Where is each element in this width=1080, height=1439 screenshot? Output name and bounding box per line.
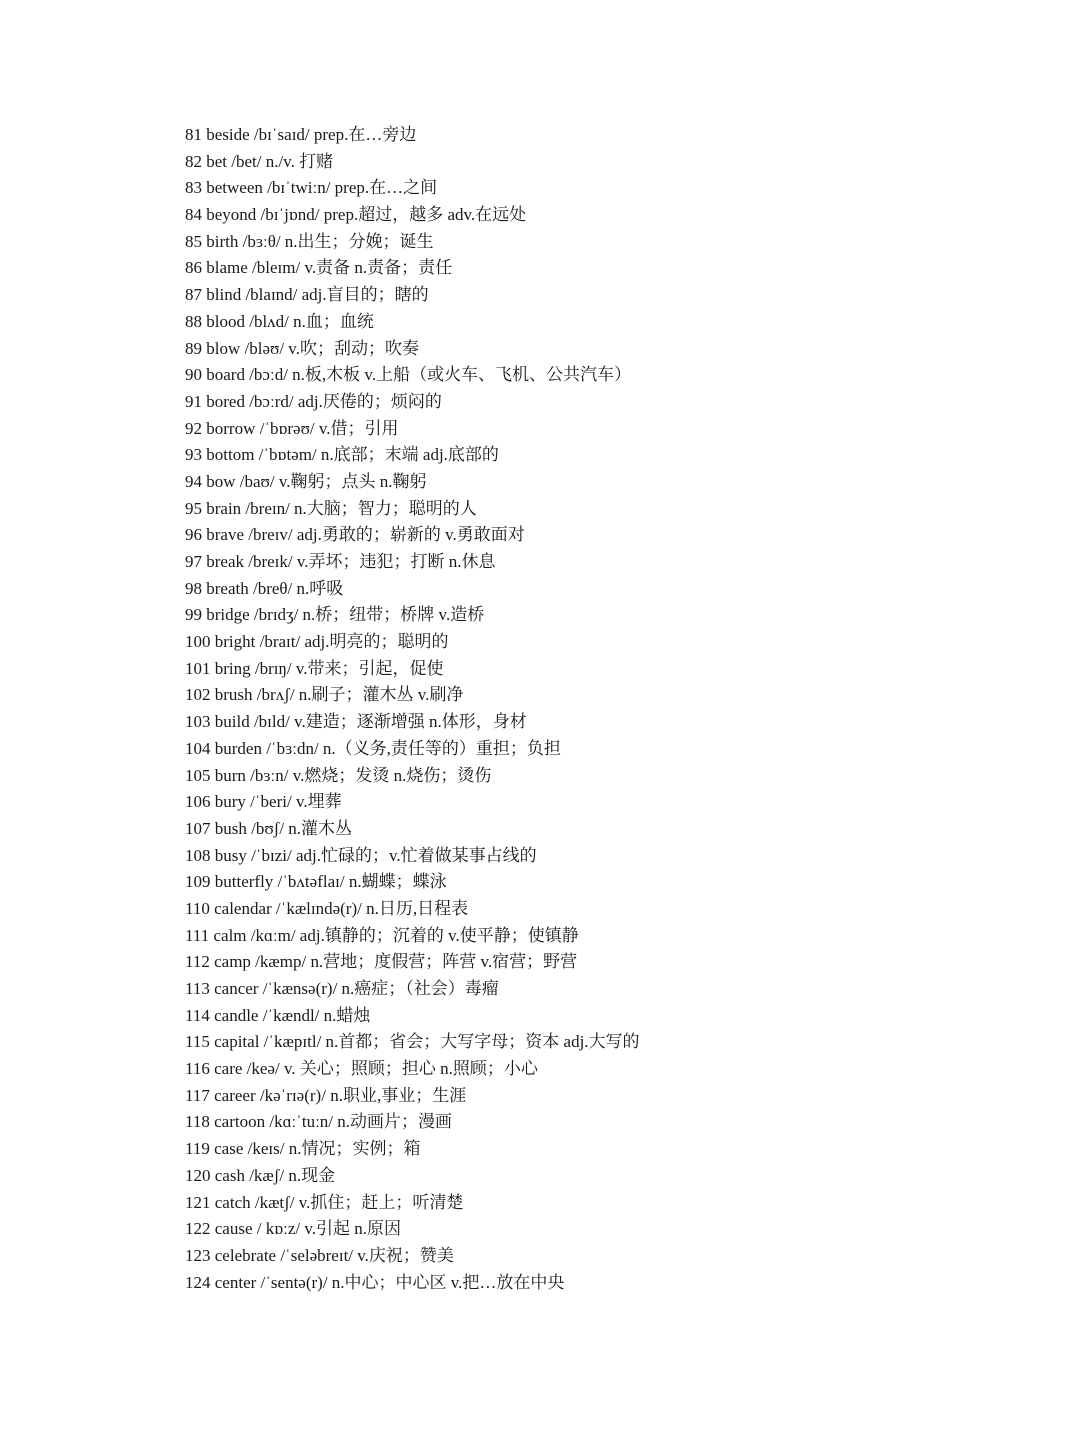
- vocab-entry: 124 center /ˈsentə(r)/ n.中心；中心区 v.把…放在中央: [185, 1272, 565, 1292]
- vocab-entry: 121 catch /kætʃ/ v.抓住；赶上；听清楚: [185, 1192, 464, 1212]
- vocab-entry: 123 celebrate /ˈseləbreɪt/ v.庆祝；赞美: [185, 1245, 454, 1265]
- vocab-entry: 100 bright /braɪt/ adj.明亮的；聪明的: [185, 632, 449, 652]
- vocab-entry: 118 cartoon /kɑːˈtuːn/ n.动画片；漫画: [185, 1112, 453, 1132]
- vocab-entry: 108 busy /ˈbɪzi/ adj.忙碌的；v.忙着做某事占线的: [185, 845, 537, 865]
- vocab-entry: 81 beside /bɪˈsaɪd/ prep.在…旁边: [185, 125, 417, 144]
- vocab-entry: 102 brush /brʌʃ/ n.刷子；灌木丛 v.刷净: [185, 685, 464, 705]
- vocab-entry: 86 blame /bleɪm/ v.责备 n.责备；责任: [185, 258, 453, 278]
- vocab-entry: 104 burden /ˈbɜːdn/ n.（义务,责任等的）重担；负担: [185, 738, 561, 758]
- vocab-entry: 111 calm /kɑːm/ adj.镇静的；沉着的 v.使平静；使镇静: [185, 925, 579, 945]
- vocab-entry: 90 board /bɔːd/ n.板,木板 v.上船（或火车、飞机、公共汽车）: [185, 365, 632, 385]
- vocab-entry: 91 bored /bɔːrd/ adj.厌倦的；烦闷的: [185, 391, 442, 411]
- vocab-entry: 84 beyond /bɪˈjɒnd/ prep.超过，越多 adv.在远处: [185, 205, 527, 225]
- vocab-entry: 93 bottom /ˈbɒtəm/ n.底部；末端 adj.底部的: [185, 445, 499, 465]
- vocab-entry: 114 candle /ˈkændl/ n.蜡烛: [185, 1005, 371, 1025]
- vocab-entry: 97 break /breɪk/ v.弄坏；违犯；打断 n.休息: [185, 552, 496, 571]
- vocab-entry: 103 build /bɪld/ v.建造；逐渐增强 n.体形，身材: [185, 712, 527, 732]
- vocab-entry: 119 case /keɪs/ n.情况；实例；箱: [185, 1139, 421, 1159]
- vocab-entry: 116 care /keə/ v. 关心；照顾；担心 n.照顾；小心: [185, 1059, 538, 1079]
- vocab-entry: 113 cancer /ˈkænsə(r)/ n.癌症；（社会）毒瘤: [185, 979, 499, 998]
- vocab-entry: 89 blow /bləʊ/ v.吹；刮动；吹奏: [185, 338, 419, 358]
- vocab-entry: 117 career /kəˈrɪə(r)/ n.职业,事业；生涯: [185, 1085, 467, 1105]
- vocab-entry: 99 bridge /brɪdʒ/ n.桥；纽带；桥牌 v.造桥: [185, 605, 485, 625]
- vocab-entry: 101 bring /brɪŋ/ v.带来；引起，促使: [185, 658, 444, 678]
- vocab-entry: 83 between /bɪˈtwiːn/ prep.在…之间: [185, 178, 438, 198]
- vocab-entry: 112 camp /kæmp/ n.营地；度假营；阵营 v.宿营；野营: [185, 952, 578, 972]
- vocab-entry: 88 blood /blʌd/ n.血；血统: [185, 311, 374, 331]
- vocab-entry: 110 calendar /ˈkælɪndə(r)/ n.日历,日程表: [185, 898, 469, 918]
- vocab-entry: 87 blind /blaɪnd/ adj.盲目的；瞎的: [185, 285, 429, 305]
- vocab-entry: 95 brain /breɪn/ n.大脑；智力；聪明的人: [185, 498, 477, 518]
- vocab-entry: 115 capital /ˈkæpɪtl/ n.首都；省会；大写字母；资本 adj.大写的: [185, 1032, 640, 1052]
- vocab-entry: 94 bow /baʊ/ v.鞠躬；点头 n.鞠躬: [185, 471, 427, 491]
- vocab-entry: 82 bet /bet/ n./v. 打赌: [185, 151, 334, 171]
- vocab-entry: 120 cash /kæʃ/ n.现金: [185, 1165, 336, 1185]
- vocab-entry: 109 butterfly /ˈbʌtəflaɪ/ n.蝴蝶；蝶泳: [185, 872, 447, 892]
- vocab-entry: 92 borrow /ˈbɒrəʊ/ v.借；引用: [185, 418, 399, 438]
- vocabulary-list: [185, 122, 640, 1296]
- vocab-entry: 122 cause / kɒːz/ v.引起 n.原因: [185, 1219, 402, 1239]
- vocab-entry: 85 birth /bɜːθ/ n.出生；分娩；诞生: [185, 231, 434, 251]
- vocab-entry: 98 breath /breθ/ n.呼吸: [185, 578, 344, 598]
- vocab-entry: 105 burn /bɜːn/ v.燃烧；发烫 n.烧伤；烫伤: [185, 765, 492, 785]
- vocab-entry: 96 brave /breɪv/ adj.勇敢的；崭新的 v.勇敢面对: [185, 525, 525, 545]
- vocab-entry: 106 bury /ˈberi/ v.埋葬: [185, 792, 342, 812]
- vocab-entry: 107 bush /bʊʃ/ n.灌木丛: [185, 818, 353, 838]
